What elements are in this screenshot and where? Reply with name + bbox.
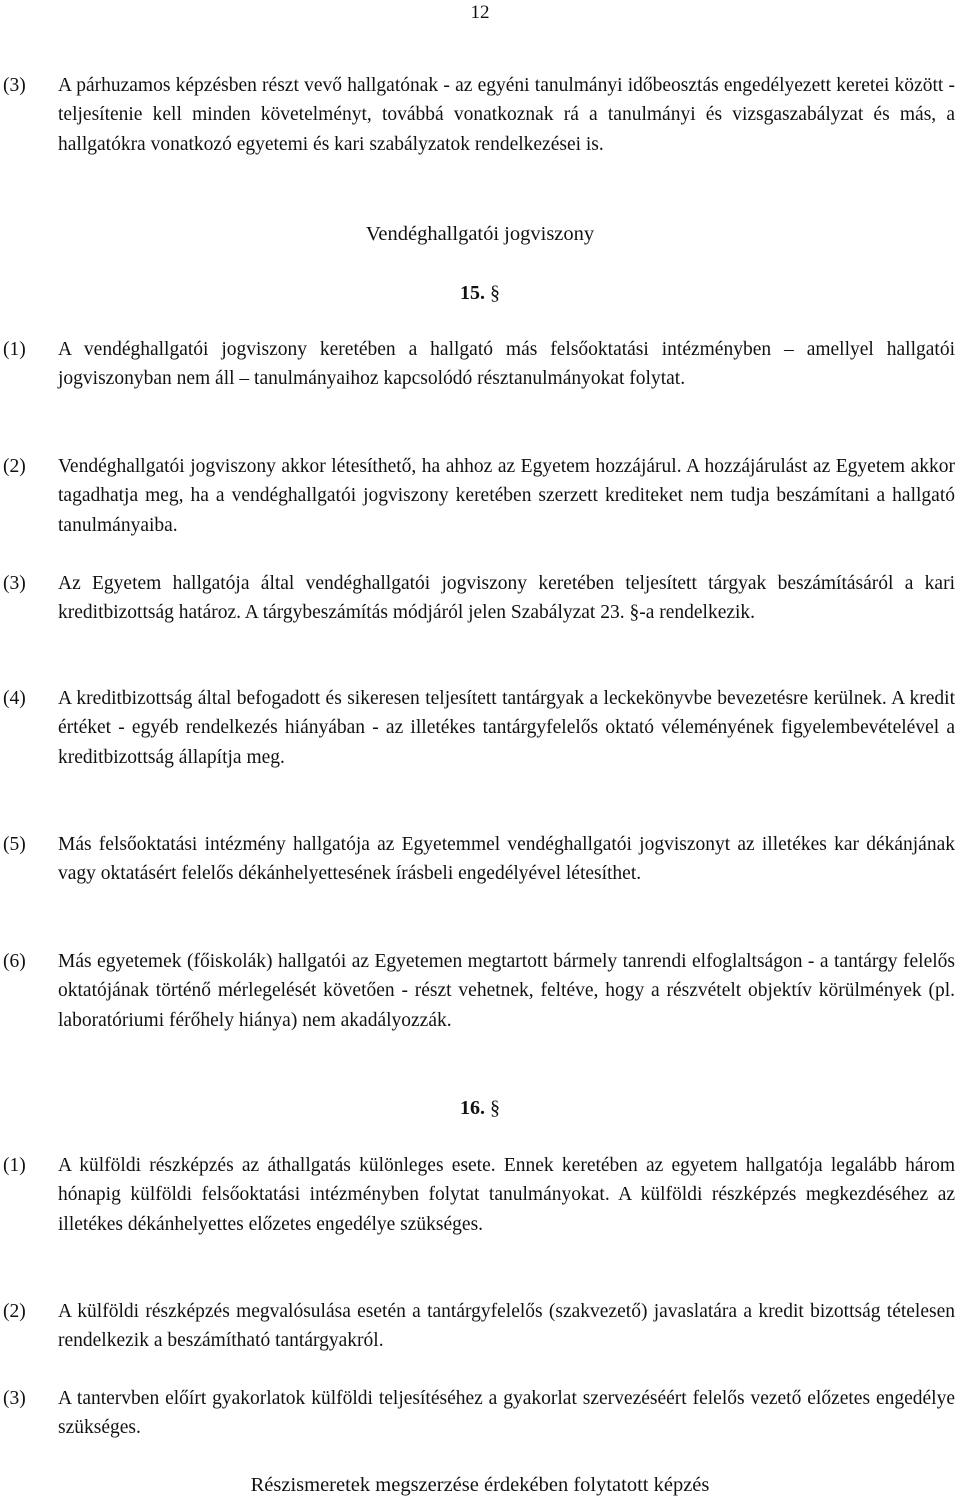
- paragraph-text: Más egyetemek (főiskolák) hallgatói az Egyetemen megtartott bármely tanrendi elfoglaltságon - a tantárgy felelős oktatójának történő mérlegelését követően - részt vehetnek, feltéve, hogy a részvételt objektív körülmények (pl. laboratóriumi férőhely hiánya) nem akadályozzák.: [58, 951, 955, 1031]
- paragraph-number: (3): [3, 1388, 26, 1409]
- section-16-title: [0, 1094, 960, 1123]
- section-16-paragraph-2: [3, 1297, 955, 1356]
- paragraph-text: Vendéghallgatói jogviszony akkor létesíthető, ha ahhoz az Egyetem hozzájárul. A hozzájárulást az Egyetem akkor tagadhatja meg, ha a vendéghallgatói jogviszony keretében szerzett krediteket nem tudja beszámítani a hallgató tanulmányaiba.: [58, 456, 955, 536]
- paragraph-number: (1): [3, 339, 26, 360]
- section-16-paragraph-3: [3, 1384, 955, 1443]
- paragraph-number: (3): [3, 573, 26, 594]
- paragraph-number: (4): [3, 688, 26, 709]
- paragraph-text: A külföldi részképzés megvalósulása esetén a tantárgyfelelős (szakvezető) javaslatára a kredit bizottság tételesen rendelkezik a beszámítható tantárgyakról.: [58, 1301, 955, 1352]
- paragraph-text: A vendéghallgatói jogviszony keretében a hallgató más felsőoktatási intézményben – amellyel hallgatói jogviszonyban nem áll – tanulmányaihoz kapcsolódó résztanulmányokat folytat.: [58, 339, 955, 390]
- paragraph-number: (6): [3, 951, 26, 972]
- paragraph-text: A tantervben előírt gyakorlatok külföldi teljesítéséhez a gyakorlat szervezéséért felelős vezető előzetes engedélye szükséges.: [58, 1388, 955, 1439]
- section-15-title: [0, 279, 960, 308]
- paragraph-number: (3): [3, 75, 26, 96]
- paragraph-text: A párhuzamos képzésben részt vevő hallgatónak - az egyéni tanulmányi időbeosztás engedélyezett keretei között - teljesítenie kell minden követelményt, továbbá vonatkoznak rá a tanulmányi és vizsgaszabályzat és más, a hallgatókra vonatkozó egyetemi és kari szabályzatok rendelkezései is.: [58, 75, 955, 155]
- paragraph-number: (5): [3, 834, 26, 855]
- section-16-paragraph-1: [3, 1151, 955, 1239]
- section-15-paragraph-2: [3, 452, 955, 540]
- section-number: 15.: [460, 282, 485, 304]
- section-15-paragraph-3: [3, 569, 955, 628]
- paragraph-text: A kreditbizottság által befogadott és sikeresen teljesített tantárgyak a leckekönyvbe bevezetésre kerülnek. A kredit értéket - egyéb rendelkezés hiányában - az illetékes tantárgyfelelős oktató véleményének figyelembevételével a kreditbizottság állapítja meg.: [58, 688, 955, 768]
- paragraph-intro-3: [3, 71, 955, 159]
- footer-heading: Részismeretek megszerzése érdekében folytatott képzés: [250, 1474, 710, 1496]
- paragraph-number: (2): [3, 456, 26, 477]
- section-15-paragraph-1: [3, 335, 955, 394]
- paragraph-number: (2): [3, 1301, 26, 1322]
- section-heading: Vendéghallgatói jogviszony: [365, 223, 595, 245]
- paragraph-text: A külföldi részképzés az áthallgatás különleges esete. Ennek keretében az egyetem hallgatója legalább három hónapig külföldi felsőoktatási intézményben folytat tanulmányokat. A külföldi részképzés megkezdéséhez az illetékes dékánhelyettes előzetes engedélye szükséges.: [58, 1155, 955, 1235]
- paragraph-symbol: §: [490, 1097, 500, 1119]
- paragraph-symbol: §: [490, 282, 500, 304]
- page-number: 12: [470, 2, 490, 23]
- paragraph-number: (1): [3, 1155, 26, 1176]
- section-15-paragraph-4: [3, 684, 955, 772]
- section-15-paragraph-6: [3, 947, 955, 1035]
- paragraph-text: Az Egyetem hallgatója által vendéghallgatói jogviszony keretében teljesített tárgyak beszámításáról a kari kreditbizottság határoz. A tárgybeszámítás módjáról jelen Szabályzat 23. §-a rendelkezik.: [58, 573, 955, 624]
- paragraph-text: Más felsőoktatási intézmény hallgatója az Egyetemmel vendéghallgatói jogviszonyt az illetékes kar dékánjának vagy oktatásért felelős dékánhelyettesének írásbeli engedélyével létesíthet.: [58, 834, 955, 885]
- section-number: 16.: [460, 1097, 485, 1119]
- section-15-paragraph-5: [3, 830, 955, 889]
